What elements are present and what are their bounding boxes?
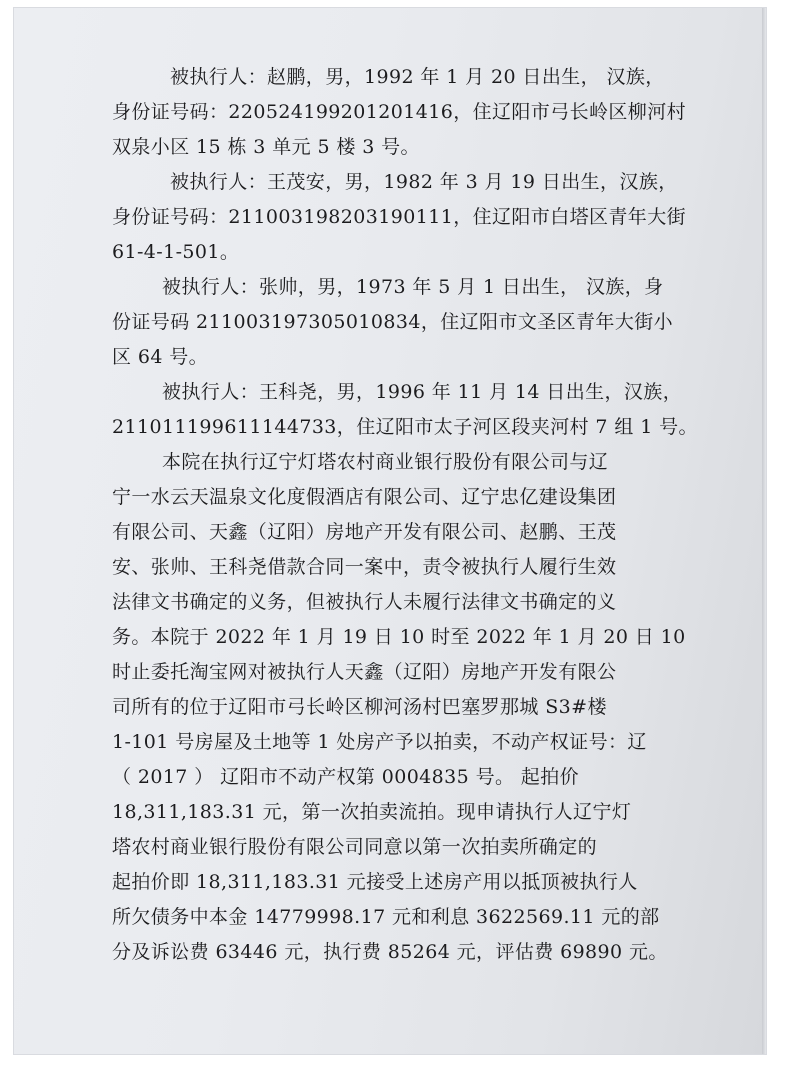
- text-line: 双泉小区 15 栋 3 单元 5 楼 3 号。: [112, 136, 420, 158]
- text-line: 被执行人：王茂安，男，1982 年 3 月 19 日出生，汉族，: [170, 171, 678, 193]
- text-line: 时止委托淘宝网对被执行人天鑫（辽阳）房地产开发有限公: [112, 661, 617, 683]
- text-line: 务。本院于 2022 年 1 月 19 日 10 时至 2022 年 1 月 20 日 10: [112, 626, 686, 648]
- text-line: （ 2017 ） 辽阳市不动产权第 0004835 号。 起拍价: [112, 766, 580, 788]
- text-line: 分及诉讼费 63446 元，执行费 85264 元，评估费 69890 元。: [112, 941, 668, 963]
- text-line: 61-4-1-501。: [112, 241, 240, 263]
- text-line: 有限公司、天鑫（辽阳）房地产开发有限公司、赵鹏、王茂: [112, 521, 617, 543]
- text-line: 被执行人：王科尧，男，1996 年 11 月 14 日出生，汉族，: [162, 381, 683, 403]
- text-line: 1-101 号房屋及土地等 1 处房产予以拍卖，不动产权证号：辽: [112, 731, 647, 753]
- text-line: 份证号码 211003197305010834，住辽阳市文圣区青年大街小: [112, 311, 674, 333]
- text-line: 身份证号码：211003198203190111，住辽阳市白塔区青年大街: [112, 206, 686, 228]
- text-line: 区 64 号。: [112, 346, 209, 368]
- text-line: 宁一水云天温泉文化度假酒店有限公司、辽宁忠亿建设集团: [112, 486, 617, 508]
- document-body: [112, 60, 698, 970]
- text-line: 所欠债务中本金 14779998.17 元和利息 3622569.11 元的部: [112, 906, 660, 928]
- text-line: 被执行人：张帅，男，1973 年 5 月 1 日出生， 汉族，身: [162, 276, 664, 298]
- text-line: 18,311,183.31 元，第一次拍卖流拍。现申请执行人辽宁灯: [112, 801, 632, 823]
- text-line: 起拍价即 18,311,183.31 元接受上述房产用以抵顶被执行人: [112, 871, 638, 893]
- text-line: 塔农村商业银行股份有限公司同意以第一次拍卖所确定的: [112, 836, 598, 858]
- text-line: 司所有的位于辽阳市弓长岭区柳河汤村巴塞罗那城 S3#楼: [112, 696, 607, 718]
- text-line: 211011199611144733，住辽阳市太子河区段夹河村 7 组 1 号。: [112, 416, 698, 438]
- text-line: 法律文书确定的义务，但被执行人未履行法律文书确定的义: [112, 591, 617, 613]
- text-line: 本院在执行辽宁灯塔农村商业银行股份有限公司与辽: [162, 451, 609, 473]
- text-line: 被执行人：赵鹏，男，1992 年 1 月 20 日出生， 汉族，: [170, 66, 665, 88]
- text-line: 安、张帅、王科尧借款合同一案中，责令被执行人履行生效: [112, 556, 617, 578]
- text-line: 身份证号码：220524199201201416，住辽阳市弓长岭区柳河村: [112, 101, 686, 123]
- page-edge-shadow: [762, 8, 766, 1054]
